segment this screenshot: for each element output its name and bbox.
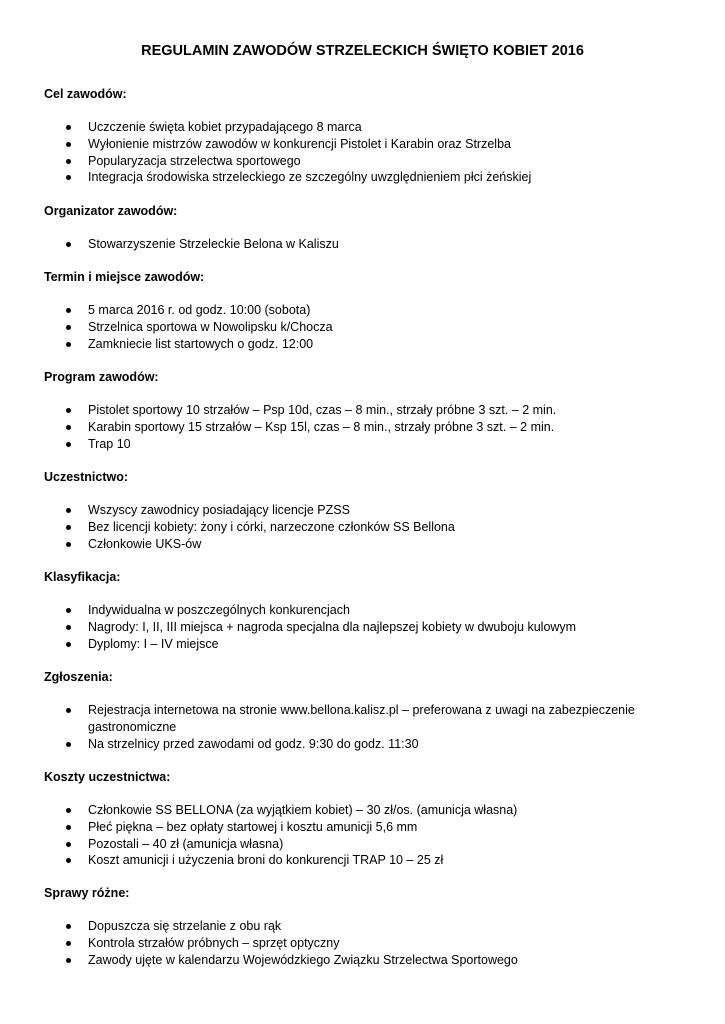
list-item: Stowarzyszenie Strzeleckie Belona w Kaliszu: [44, 236, 648, 253]
section-heading: Program zawodów:: [44, 370, 159, 384]
list-item: Dopuszcza się strzelanie z obu rąk: [44, 918, 648, 935]
bullet-list: [44, 502, 684, 552]
section-koszty: [44, 769, 684, 869]
section-heading: Organizator zawodów:: [44, 204, 178, 218]
list-item: Indywidualna w poszczególnych konkurencjach: [44, 602, 648, 619]
bullet-icon: [66, 342, 71, 347]
bullet-icon: [66, 175, 71, 180]
list-item: Na strzelnicy przed zawodami od godz. 9:30 do godz. 11:30: [44, 736, 648, 753]
bullet-icon: [66, 808, 71, 813]
list-item: Zamkniecie list startowych o godz. 12:00: [44, 336, 648, 353]
bullet-icon: [66, 442, 71, 447]
list-item: Pistolet sportowy 10 strzałów – Psp 10d, czas – 8 min., strzały próbne 3 szt. – 2 min.: [44, 402, 648, 419]
bullet-list: [44, 918, 684, 968]
section-program: [44, 369, 684, 452]
bullet-icon: [66, 525, 71, 530]
bullet-icon: [66, 408, 71, 413]
list-item: 5 marca 2016 r. od godz. 10:00 (sobota): [44, 302, 648, 319]
list-item: Popularyzacja strzelectwa sportowego: [44, 153, 648, 170]
section-organizator: [44, 203, 684, 253]
bullet-icon: [66, 941, 71, 946]
bullet-icon: [66, 308, 71, 313]
list-item: Pozostali – 40 zł (amunicja własna): [44, 836, 648, 853]
list-item: Zawody ujęte w kalendarzu Wojewódzkiego Związku Strzelectwa Sportowego: [44, 952, 648, 969]
list-item: Członkowie SS BELLONA (za wyjątkiem kobiet) – 30 zł/os. (amunicja własna): [44, 802, 648, 819]
bullet-icon: [66, 625, 71, 630]
bullet-icon: [66, 842, 71, 847]
bullet-list: [44, 236, 684, 253]
section-heading: Cel zawodów:: [44, 87, 127, 101]
bullet-icon: [66, 508, 71, 513]
section-heading: Klasyfikacja:: [44, 570, 121, 584]
bullet-list: [44, 302, 684, 352]
bullet-icon: [66, 125, 71, 130]
bullet-list: [44, 802, 684, 869]
section-termin-miejsce: [44, 269, 684, 352]
bullet-icon: [66, 742, 71, 747]
section-sprawy-rozne: [44, 885, 684, 968]
section-heading: Termin i miejsce zawodów:: [44, 270, 205, 284]
list-item: Koszt amunicji i użyczenia broni do konkurencji TRAP 10 – 25 zł: [44, 852, 648, 869]
section-heading: Sprawy różne:: [44, 886, 130, 900]
list-item: Płeć piękna – bez opłaty startowej i kosztu amunicji 5,6 mm: [44, 819, 648, 836]
list-item: Wszyscy zawodnicy posiadający licencje PZSS: [44, 502, 648, 519]
bullet-icon: [66, 924, 71, 929]
section-heading: Zgłoszenia:: [44, 670, 113, 684]
list-item: Integracja środowiska strzeleckiego ze szczególny uwzględnieniem płci żeńskiej: [44, 169, 648, 186]
list-item: Trap 10: [44, 436, 648, 453]
list-item: Członkowie UKS-ów: [44, 536, 648, 553]
bullet-icon: [66, 325, 71, 330]
list-item: Dyplomy: I – IV miejsce: [44, 636, 648, 653]
list-item: Karabin sportowy 15 strzałów – Ksp 15l, czas – 8 min., strzały próbne 3 szt. – 2 min.: [44, 419, 648, 436]
section-cel-zawodow: [44, 86, 684, 186]
bullet-icon: [66, 242, 71, 247]
section-zgloszenia: [44, 669, 684, 752]
list-item: Kontrola strzałów próbnych – sprzęt optyczny: [44, 935, 648, 952]
section-heading: Uczestnictwo:: [44, 470, 129, 484]
bullet-icon: [66, 159, 71, 164]
section-uczestnictwo: [44, 469, 684, 552]
bullet-icon: [66, 958, 71, 963]
list-item: Rejestracja internetowa na stronie www.bellona.kalisz.pl – preferowana z uwagi na zabezpieczenie gastronomiczne: [44, 702, 648, 736]
bullet-icon: [66, 858, 71, 863]
bullet-icon: [66, 825, 71, 830]
document-title: REGULAMIN ZAWODÓW STRZELECKICH ŚWIĘTO KOBIET 2016: [141, 43, 584, 59]
bullet-icon: [66, 142, 71, 147]
list-item: Strzelnica sportowa w Nowolipsku k/Chocza: [44, 319, 648, 336]
bullet-icon: [66, 608, 71, 613]
bullet-icon: [66, 425, 71, 430]
bullet-list: [44, 602, 684, 652]
section-heading: Koszty uczestnictwa:: [44, 770, 171, 784]
bullet-icon: [66, 642, 71, 647]
bullet-list: [44, 119, 684, 186]
bullet-list: [44, 702, 684, 752]
bullet-icon: [66, 542, 71, 547]
section-klasyfikacja: [44, 569, 684, 652]
list-item: Nagrody: I, II, III miejsca + nagroda specjalna dla najlepszej kobiety w dwuboju kulowym: [44, 619, 648, 636]
bullet-list: [44, 402, 684, 452]
list-item: Uczczenie święta kobiet przypadającego 8 marca: [44, 119, 648, 136]
bullet-icon: [66, 708, 71, 713]
list-item: Bez licencji kobiety: żony i córki, narzeczone członków SS Bellona: [44, 519, 648, 536]
list-item: Wyłonienie mistrzów zawodów w konkurencji Pistolet i Karabin oraz Strzelba: [44, 136, 648, 153]
